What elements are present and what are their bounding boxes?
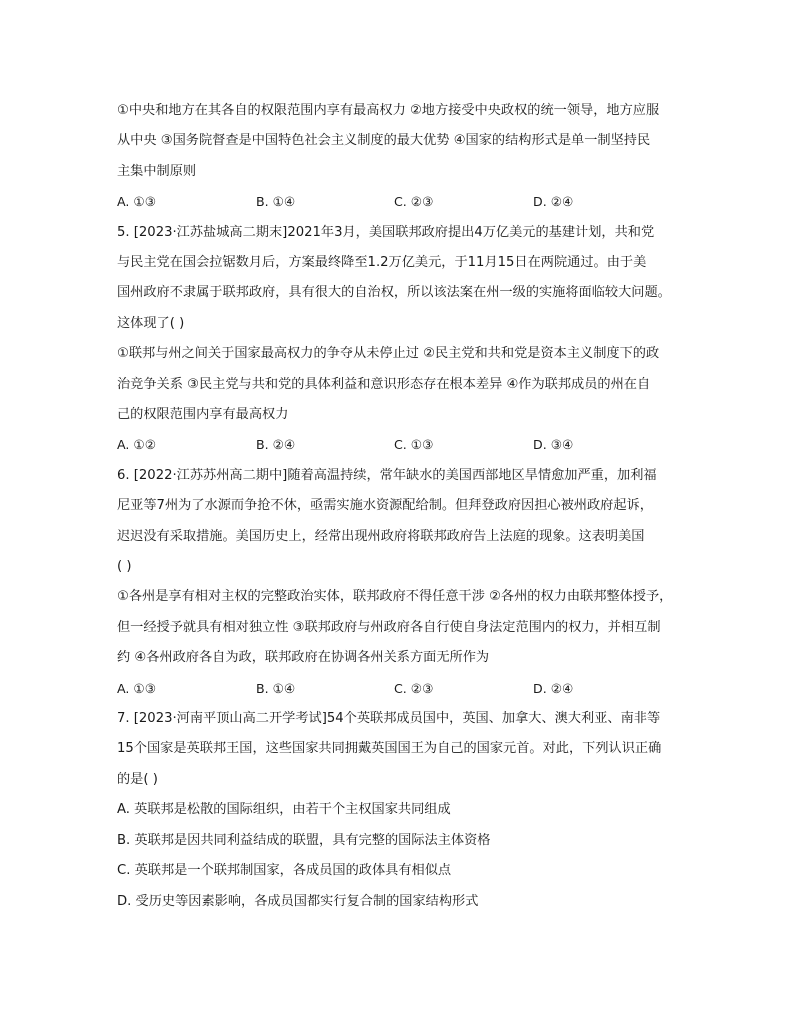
q5-option-a: A. ①② [117, 437, 156, 453]
q4-option-d: D. ②④ [533, 194, 574, 210]
question-5 [117, 218, 677, 461]
q7-option-b: B. 英联邦是因共同利益结成的联盟，具有完整的国际法主体资格 [117, 832, 491, 848]
q6-stem-line: 6. [2022·江苏苏州高二期中]随着高温持续，常年缺水的美国西部地区旱情愈加严重，加利福 [117, 467, 657, 483]
q7-stem-line: 15个国家是英联邦王国，这些国家共同拥戴英国国王为自己的国家元首。对此，下列认识正确 [117, 741, 662, 757]
q4-option-b: B. ①④ [256, 194, 296, 210]
question-7 [117, 704, 677, 917]
q7-option-c: C. 英联邦是一个联邦制国家，各成员国的政体具有相似点 [117, 863, 452, 879]
q4-text-line: 从中央 ③国务院督查是中国特色社会主义制度的最大优势 ④国家的结构形式是单一制坚持民 [117, 133, 651, 149]
q5-statement-line: 治竞争关系 ③民主党与共和党的具体利益和意识形态存在根本差异 ④作为联邦成员的州在自 [117, 376, 651, 392]
q5-stem-line: 这体现了( ) [117, 315, 185, 331]
q5-options [117, 430, 677, 460]
q6-option-c: C. ②③ [394, 680, 434, 696]
q4-options [117, 187, 677, 217]
q6-stem-line: 迟迟没有采取措施。美国历史上，经常出现州政府将联邦政府告上法庭的现象。这表明美国 [117, 528, 645, 544]
q4-text-line: 主集中制原则 [117, 163, 197, 179]
q7-stem-line: 7. [2023·河南平顶山高二开学考试]54个英联邦成员国中，英国、加拿大、澳大利亚、南非等 [117, 711, 661, 727]
q6-statement-line: 但一经授予就具有相对独立性 ③联邦政府与州政府各自行使自身法定范围内的权力，并相互制 [117, 619, 661, 635]
q6-statement-line: 约 ④各州政府各自为政，联邦政府在协调各州关系方面无所作为 [117, 650, 490, 666]
q6-statement-line: ①各州是享有相对主权的完整政治实体，联邦政府不得任意干涉 ②各州的权力由联邦整体授予， [117, 589, 673, 605]
q5-stem-line: 5. [2023·江苏盐城高二期末]2021年3月，美国联邦政府提出4万亿美元的基建计划，共和党 [117, 224, 655, 240]
q5-option-b: B. ②④ [256, 437, 296, 453]
q6-option-b: B. ①④ [256, 680, 296, 696]
q5-stem-line: 与民主党在国会拉锯数月后，方案最终降至1.2万亿美元，于11月15日在两院通过。由于美 [117, 255, 647, 271]
q5-statement-line: ①联邦与州之间关于国家最高权力的争夺从未停止过 ②民主党和共和党是资本主义制度下的政 [117, 346, 660, 362]
q7-option-a: A. 英联邦是松散的国际组织，由若干个主权国家共同组成 [117, 802, 451, 818]
q5-statement-line: 己的权限范围内享有最高权力 [117, 407, 289, 423]
q4-option-c: C. ②③ [394, 194, 434, 210]
q7-option-d: D. 受历史等因素影响，各成员国都实行复合制的国家结构形式 [117, 893, 479, 909]
question-content [117, 96, 677, 917]
q7-stem-line: 的是( ) [117, 771, 158, 787]
q6-stem-line: 尼亚等7州为了水源而争抢不休，亟需实施水资源配给制。但拜登政府因担心被州政府起诉， [117, 498, 653, 514]
q6-options [117, 674, 677, 704]
q5-option-d: D. ③④ [533, 437, 574, 453]
question-6 [117, 461, 677, 704]
question-4 [117, 96, 677, 218]
q4-option-a: A. ①③ [117, 194, 156, 210]
q6-stem-line: ( ) [117, 559, 132, 575]
q5-stem-line: 国州政府不隶属于联邦政府，具有很大的自治权，所以该法案在州一级的实施将面临较大问题。 [117, 285, 671, 301]
q6-option-a: A. ①③ [117, 680, 156, 696]
q5-option-c: C. ①③ [394, 437, 434, 453]
q4-text-line: ①中央和地方在其各自的权限范围内享有最高权力 ②地方接受中央政权的统一领导，地方应服 [117, 103, 660, 118]
q6-option-d: D. ②④ [533, 680, 574, 696]
